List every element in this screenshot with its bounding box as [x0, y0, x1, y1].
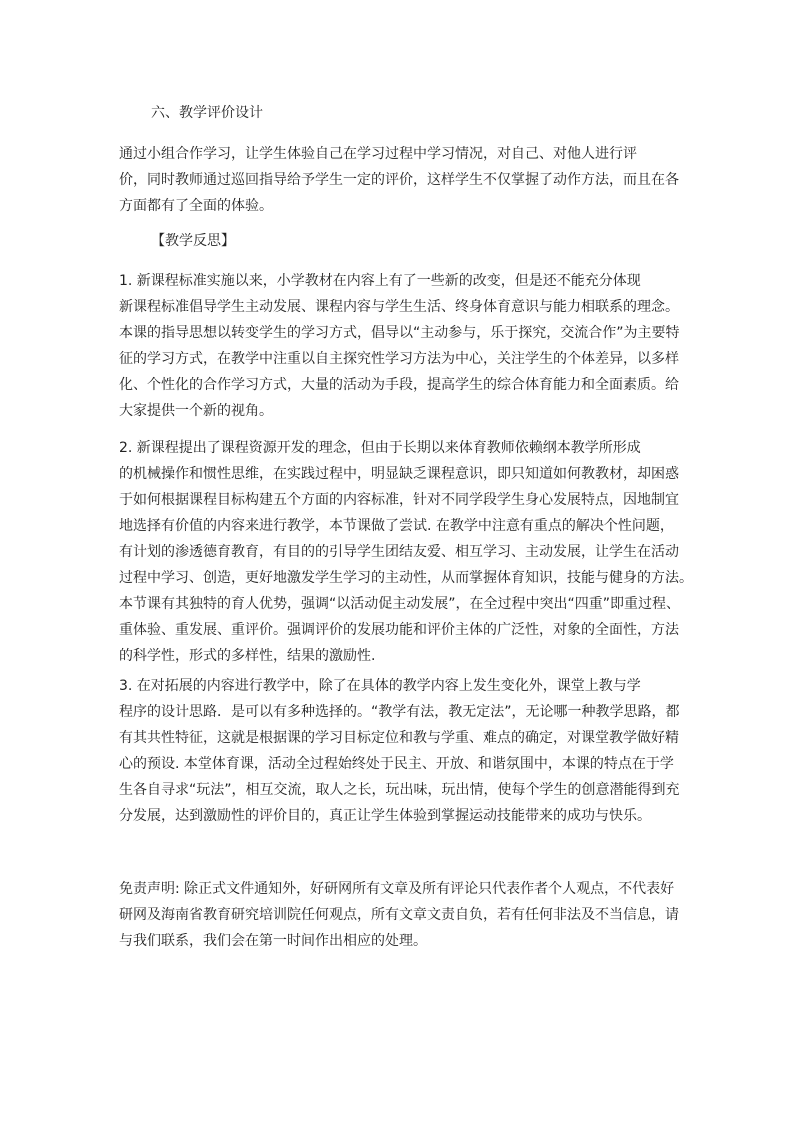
disclaimer-line: 研网及海南省教育研究培训院任何观点，所有文章文责自负，若有任何非法及不当信息，请	[119, 907, 679, 923]
paragraph-line: 有计划的渗透德育教育，有目的的引导学生团结友爱、相互学习、主动发展，让学生在活动	[119, 544, 679, 560]
paragraph-line: 重体验、重发展、重评价。强调评价的发展功能和评价主体的广泛性，对象的全面性，方法	[119, 622, 679, 638]
disclaimer-line: 免责声明: 除正式文件通知外，好研网所有文章及所有评论只代表作者个人观点，不代表好	[119, 881, 675, 897]
disclaimer	[119, 876, 679, 954]
reflection-paragraph-3	[119, 673, 680, 829]
reflection-heading: 【教学反思】	[151, 233, 235, 249]
paragraph-line: 1. 新课程标准实施以来，小学教材在内容上有了一些新的改变，但是还不能充分体现	[119, 273, 641, 289]
paragraph-line: 程序的设计思路．是可以有多种选择的。“教学有法，教无定法”，无论哪一种教学思路，都	[119, 704, 680, 720]
reflection-paragraph-1	[119, 268, 680, 424]
paragraph-line: 于如何根据课程目标构建五个方面的内容标准，针对不同学段学生身心发展特点，因地制宜	[119, 492, 679, 508]
paragraph-line: 大家提供一个新的视角。	[119, 403, 273, 419]
paragraph-line: 2. 新课程提出了课程资源开发的理念，但由于长期以来体育教师依赖纲本教学所形成	[119, 440, 641, 456]
paragraph-line: 心的预设. 本堂体育课，活动全过程始终处于民主、开放、和谐氛围中，本课的特点在于学	[119, 756, 674, 772]
evaluation-line: 方面都有了全面的体验。	[119, 198, 273, 214]
paragraph-line: 化、个性化的合作学习方式，大量的活动为手段，提高学生的综合体育能力和全面素质。给	[119, 377, 679, 393]
paragraph-line: 的机械操作和惯性思维，在实践过程中，明显缺乏课程意识，即只知道如何教教材，却困惑	[119, 466, 679, 482]
paragraph-line: 有其共性特征，这就是根据课的学习目标定位和教与学重、难点的确定，对课堂教学做好精	[119, 730, 679, 746]
paragraph-line: 的科学性，形式的多样性，结果的激励性.	[119, 648, 376, 664]
reflection-paragraph-2	[119, 435, 693, 669]
paragraph-line: 过程中学习、创造，更好地激发学生学习的主动性，从而掌握体育知识，技能与健身的方法。	[119, 570, 693, 586]
paragraph-line: 征的学习方式，在教学中注重以自主探究性学习方法为中心，关注学生的个体差异，以多样	[119, 351, 679, 367]
paragraph-line: 3. 在对拓展的内容进行教学中，除了在具体的教学内容上发生变化外，课堂上教与学	[119, 678, 641, 694]
evaluation-line: 价，同时教师通过巡回指导给予学生一定的评价，这样学生不仅掌握了动作方法，而且在各	[119, 172, 679, 188]
paragraph-line: 新课程标准倡导学生主动发展、课程内容与学生生活、终身体育意识与能力相联系的理念。	[119, 299, 679, 315]
paragraph-line: 地选择有价值的内容来进行教学，本节课做了尝试. 在教学中注意有重点的解决个性问题，	[119, 518, 674, 534]
section-heading: 六、教学评价设计	[151, 105, 263, 121]
paragraph-line: 本节课有其独特的育人优势，强调“以活动促主动发展”，在全过程中突出“四重”即重过程、	[119, 596, 681, 612]
paragraph-line: 分发展，达到激励性的评价目的，真正让学生体验到掌握运动技能带来的成功与快乐。	[119, 808, 651, 824]
paragraph-line: 生各自寻求“玩法”，相互交流，取人之长，玩出味，玩出情，使每个学生的创意潜能得到充	[119, 782, 680, 798]
evaluation-paragraph	[119, 141, 677, 219]
disclaimer-line: 与我们联系，我们会在第一时间作出相应的处理。	[119, 933, 427, 949]
evaluation-line: 通过小组合作学习，让学生体验自己在学习过程中学习情况，对自己、对他人进行评	[119, 146, 637, 162]
paragraph-line: 本课的指导思想以转变学生的学习方式，倡导以“主动参与，乐于探究，交流合作”为主要特	[119, 325, 680, 341]
